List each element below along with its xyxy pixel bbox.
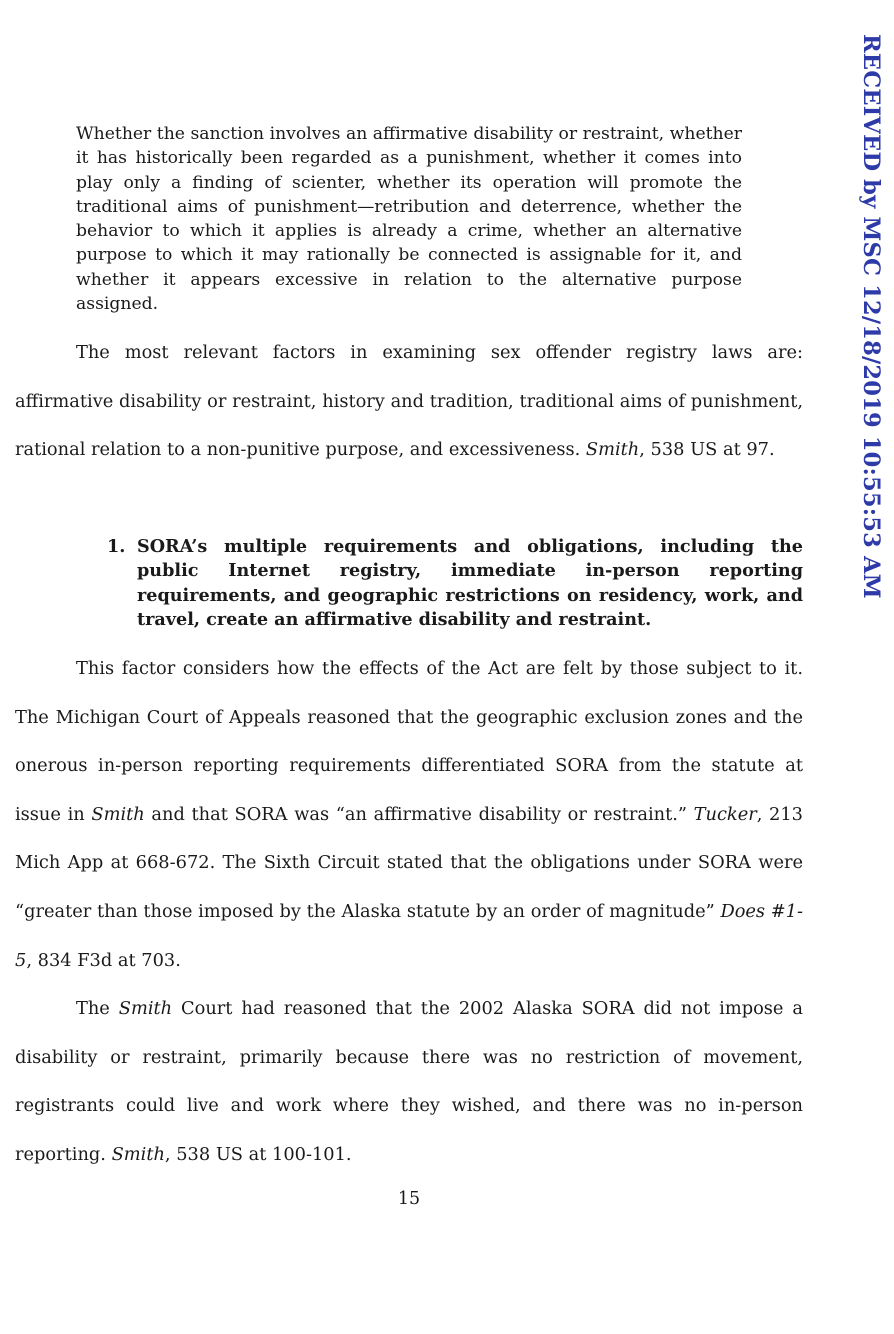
case-citation: Smith: [118, 998, 173, 1019]
paragraph-text: This factor considers how the effects of the Act are felt by those subject to it. The Michigan Court of Appeals reasoned that the geographic exclusion zones and the onerous in-person reporting requirements differentiated SORA from the statute at issue in: [15, 658, 803, 825]
case-citation: Smith: [585, 439, 640, 461]
paragraph-text: and that SORA was “an affirmative disability or restraint.”: [144, 803, 694, 825]
page-number: 15: [397, 1189, 421, 1209]
paragraph-text: , 834 F3d at 703.: [26, 949, 181, 971]
paragraph-smith-court: [15, 985, 803, 1179]
received-stamp: RECEIVED by MSC 12/18/2019 10:55:53 AM: [858, 34, 884, 599]
paragraph-relevant-factors: [15, 329, 803, 475]
paragraph-text: Court had reasoned that the 2002 Alaska SORA did not impose a disability or restraint, primarily because there was no restriction of movement, registrants could live and work where they wished, and there was no in-person reporting.: [15, 998, 803, 1165]
heading-text: SORA’s multiple requirements and obligations, including the public Internet registry, immediate in-person reporting requirements, and geographic restrictions on residency, work, and travel, create an affirmative disability and restraint.: [137, 536, 803, 630]
block-quote: Whether the sanction involves an affirmative disability or restraint, whether it has historically been regarded as a punishment, whether it comes into play only a finding of scienter, whether its operation will promote the traditional aims of punishment—retribution and deterrence, whether the behavior to which it applies is already a crime, whether an alternative purpose to which it may rationally be connected is assignable for it, and whether it appears excessive in relation to the alternative purpose assigned.: [76, 124, 742, 315]
heading-number: 1.: [107, 536, 126, 557]
paragraph-text: , 538 US at 97.: [639, 439, 775, 461]
section-heading: [107, 535, 803, 632]
case-citation: Smith: [111, 1143, 165, 1165]
case-citation: Does #1-5: [15, 900, 804, 971]
paragraph-text: , 213 Mich App at 668-672. The Sixth Circuit stated that the obligations under SORA were “greater than those imposed by the Alaska statute by an order of magnitude”: [15, 803, 803, 922]
paragraph-text: , 538 US at 100-101.: [164, 1143, 352, 1165]
paragraph-text: The most relevant factors in examining sex offender registry laws are: affirmative disability or restraint, history and tradition, traditional aims of punishment, rational relation to a non-punitive purpose, and excessiveness.: [15, 342, 803, 461]
paragraph-text: The: [76, 998, 119, 1019]
paragraph-factor-effects: [15, 645, 803, 985]
case-citation: Tucker: [693, 803, 757, 825]
case-citation: Smith: [91, 803, 145, 825]
